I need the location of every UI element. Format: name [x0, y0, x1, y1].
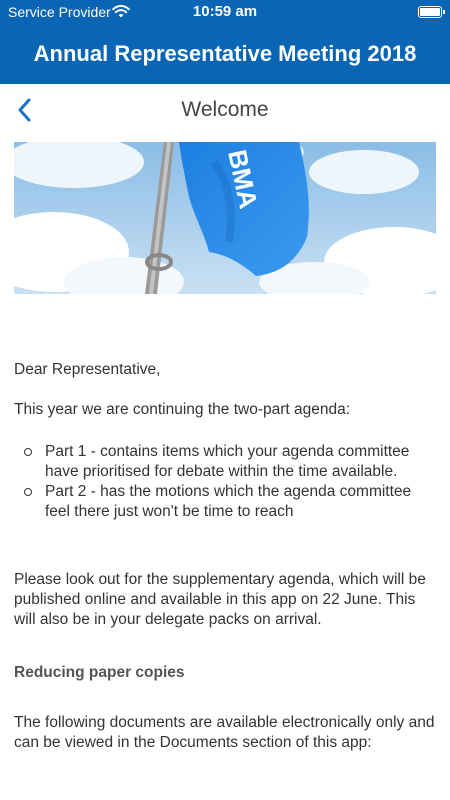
banner-image — [14, 142, 436, 294]
list-item — [45, 442, 436, 482]
status-bar — [0, 0, 450, 24]
supplementary-text: Please look out for the supplementary agenda, which will be published online and available in this app on 22 June. This will also be in your delegate packs on arrival. — [14, 571, 426, 628]
welcome-content — [14, 360, 436, 753]
list-item-text: Part 2 - has the motions which the agenda committee feel there just won't be time to reach — [45, 483, 412, 520]
intro-text: This year we are continuing the two-part agenda: — [14, 401, 351, 418]
list-item — [45, 482, 436, 522]
app-title: Annual Representative Meeting 2018 — [33, 41, 417, 66]
bullet-icon — [24, 448, 32, 456]
documents-text: The following documents are available electronically only and can be viewed in the Documents section of this app: — [14, 714, 435, 751]
flag-photo — [14, 142, 436, 294]
carrier-label: Service Provider — [8, 4, 111, 20]
agenda-parts-list — [14, 442, 436, 522]
list-item-text: Part 1 - contains items which your agenda committee have prioritised for debate within the time available. — [45, 443, 410, 480]
section-heading: Reducing paper copies — [14, 664, 185, 681]
battery-icon — [418, 6, 442, 18]
nav-bar — [0, 84, 450, 136]
flag-text: BMA — [222, 147, 264, 212]
app-header — [0, 24, 450, 84]
greeting-text: Dear Representative, — [14, 361, 161, 378]
bullet-icon — [24, 488, 32, 496]
clock: 10:59 am — [192, 3, 258, 20]
page-title: Welcome — [181, 98, 269, 121]
